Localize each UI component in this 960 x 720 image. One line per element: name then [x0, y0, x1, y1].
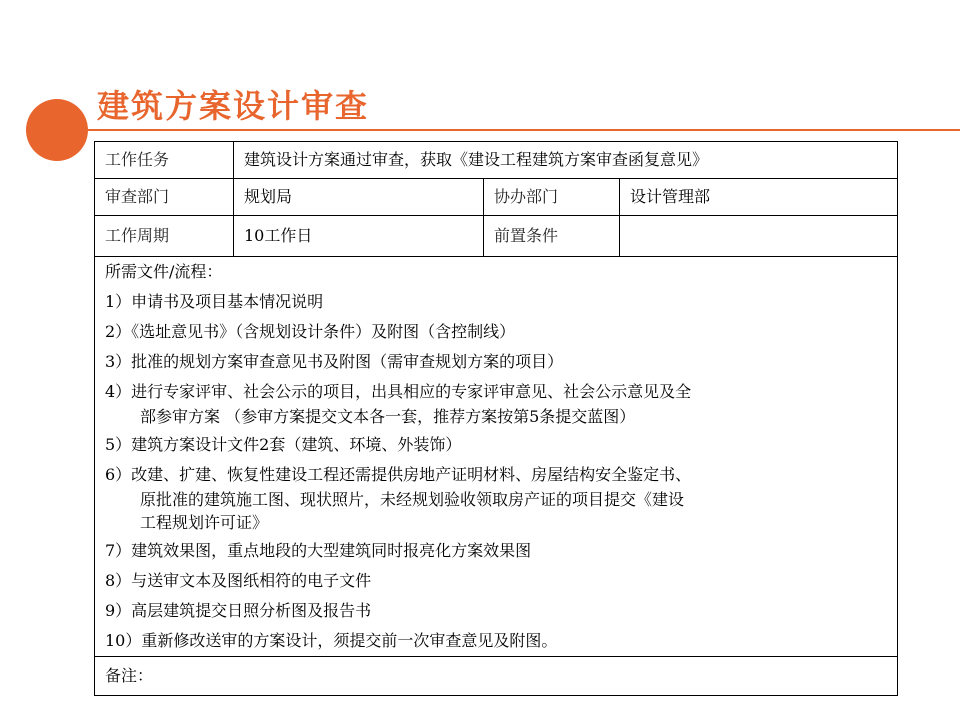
list-item	[105, 536, 897, 566]
list-item-text: 7）建筑效果图，重点地段的大型建筑同时报亮化方案效果图	[105, 541, 532, 560]
co-dept-value: 设计管理部	[620, 179, 898, 216]
list-item	[105, 430, 897, 460]
dept-value: 规划局	[234, 179, 484, 216]
list-item	[105, 317, 897, 347]
precondition-label: 前置条件	[484, 216, 620, 257]
list-item-text: 6）改建、扩建、恢复性建设工程还需提供房地产证明材料、房屋结构安全鉴定书、	[105, 465, 692, 484]
task-label: 工作任务	[95, 142, 234, 179]
documents-heading: 所需文件/流程：	[105, 262, 223, 281]
documents-list	[105, 287, 897, 656]
period-row	[95, 216, 898, 257]
list-item-text: 5）建筑方案设计文件2套（建筑、环境、外装饰）	[105, 435, 462, 454]
list-item-continuation: 部参审方案 （参审方案提交文本各一套，推荐方案按第5条提交蓝图）	[140, 407, 636, 426]
list-item-text: 2）《选址意见书》（含规划设计条件）及附图（含控制线）	[105, 322, 516, 341]
list-item	[105, 626, 897, 656]
task-value: 建筑设计方案通过审查，获取《建设工程建筑方案审查函复意见》	[234, 142, 898, 179]
list-item-text: 9）高层建筑提交日照分析图及报告书	[105, 601, 372, 620]
documents-cell	[95, 257, 898, 657]
precondition-value	[620, 216, 898, 257]
co-dept-label: 协办部门	[484, 179, 620, 216]
documents-row	[95, 257, 898, 657]
dept-label: 审查部门	[95, 179, 234, 216]
title-underline	[88, 129, 960, 131]
list-item-text: 10）重新修改送审的方案设计，须提交前一次审查意见及附图。	[105, 631, 558, 650]
notes-label: 备注：	[95, 657, 898, 696]
list-item-continuation: 原批准的建筑施工图、现状照片，未经规划验收领取房产证的项目提交《建设	[140, 490, 685, 509]
title-accent-circle	[26, 99, 88, 161]
list-item-text: 4）进行专家评审、社会公示的项目，出具相应的专家评审意见、社会公示意见及全	[105, 382, 692, 401]
notes-row	[95, 657, 898, 696]
task-row	[95, 142, 898, 179]
department-row	[95, 179, 898, 216]
list-item	[105, 377, 897, 430]
list-item-text: 3）批准的规划方案审查意见书及附图（需审查规划方案的项目）	[105, 352, 564, 371]
list-item-text: 8）与送审文本及图纸相符的电子文件	[105, 571, 372, 590]
list-item-text: 1）申请书及项目基本情况说明	[105, 292, 324, 311]
list-item	[105, 347, 897, 377]
list-item	[105, 596, 897, 626]
list-item	[105, 287, 897, 317]
review-form-table	[94, 141, 898, 696]
slide-title: 建筑方案设计审查	[97, 87, 370, 125]
list-item-continuation: 工程规划许可证》	[140, 513, 269, 532]
period-value: 10工作日	[234, 216, 484, 257]
list-item	[105, 460, 897, 536]
period-label: 工作周期	[95, 216, 234, 257]
list-item	[105, 566, 897, 596]
